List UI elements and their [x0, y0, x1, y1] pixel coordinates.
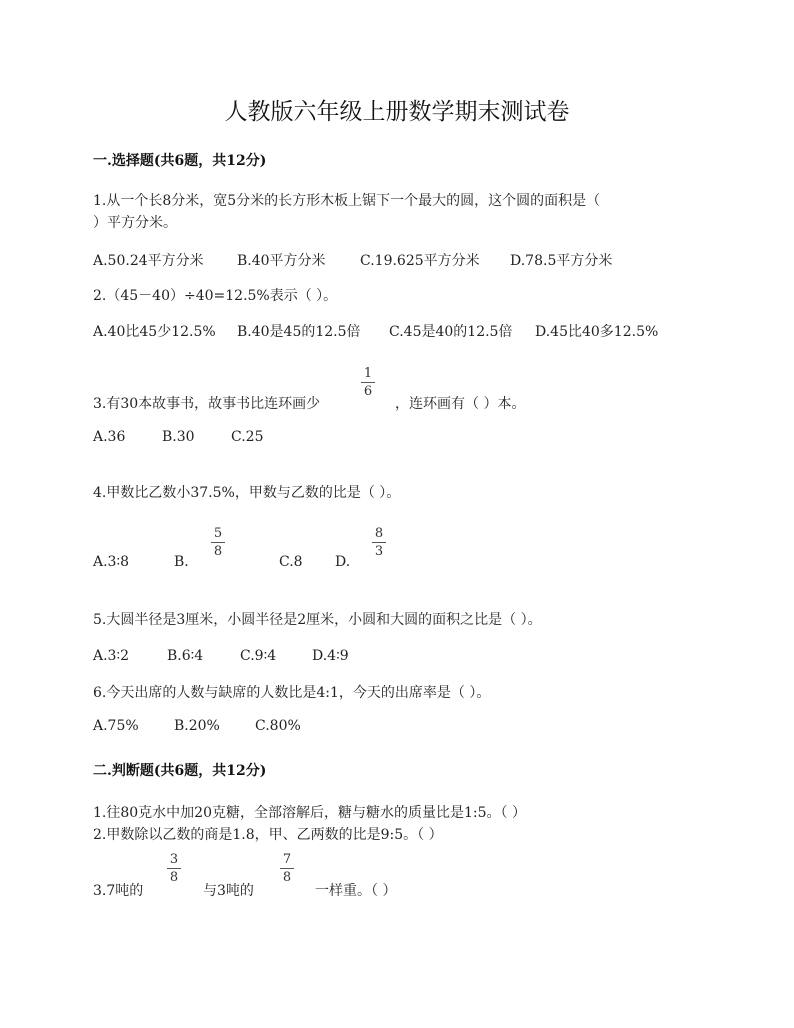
judgment-2-text: 2.甲数除以乙数的商是1.8，甲、乙两数的比是9:5。（ ）: [93, 827, 443, 843]
q3-option-c: C.25: [231, 429, 264, 445]
q3-option-a: A.36: [93, 429, 126, 445]
j3-fraction-1-denominator: 8: [169, 870, 179, 885]
question-1-text-cont: ）平方分米。: [93, 215, 177, 231]
page-title: 人教版六年级上册数学期末测试卷: [224, 99, 570, 125]
q4-fraction-b-bar: [211, 542, 225, 543]
q2-option-b: B.40是45的12.5倍: [237, 324, 361, 340]
question-5-text: 5.大圆半径是3厘米，小圆半径是2厘米，小圆和大圆的面积之比是（ ）。: [93, 612, 542, 628]
q4-option-b: B.: [174, 554, 189, 570]
question-1-text: 1.从一个长8分米，宽5分米的长方形木板上锯下一个最大的圆，这个圆的面积是（: [93, 193, 601, 209]
question-3-text-start: 3.有30本故事书，故事书比连环画少: [93, 396, 321, 412]
judgment-3-fraction-1: [166, 852, 182, 885]
question-6-text: 6.今天出席的人数与缺席的人数比是4:1，今天的出席率是（ ）。: [93, 685, 491, 701]
judgment-3-text-part3: 一样重。（ ）: [315, 883, 397, 899]
q3-option-b: B.30: [162, 429, 195, 445]
question-3-text-end: ，连环画有（ ）本。: [395, 396, 526, 412]
judgment-1-text: 1.往80克水中加20克糖，全部溶解后，糖与糖水的质量比是1:5。（ ）: [93, 805, 526, 821]
q4-option-d: D.: [335, 554, 351, 570]
question-2-text: 2.（45－40）÷40=12.5%表示（ ）。: [93, 288, 338, 304]
judgment-3-text-part2: 与3吨的: [203, 883, 254, 899]
q4-option-d-fraction: [371, 526, 387, 559]
j3-fraction-2-denominator: 8: [282, 870, 292, 885]
j3-fraction-2-numerator: 7: [282, 852, 292, 867]
q5-option-a: A.3∶2: [93, 648, 130, 664]
q4-fraction-d-denominator: 3: [374, 544, 384, 559]
judgment-3-text-part1: 3.7吨的: [93, 883, 144, 899]
q5-option-d: D.4∶9: [312, 648, 349, 664]
q2-option-c: C.45是40的12.5倍: [389, 324, 513, 340]
q4-fraction-d-numerator: 8: [374, 526, 384, 541]
section-heading-judgment: 二.判断题(共6题，共12分): [93, 763, 267, 779]
q2-option-a: A.40比45少12.5%: [93, 324, 216, 340]
j3-fraction-2-bar: [280, 868, 294, 869]
q6-option-a: A.75%: [93, 718, 139, 734]
j3-fraction-1-bar: [167, 868, 181, 869]
j3-fraction-1-numerator: 3: [169, 852, 179, 867]
q6-option-b: B.20%: [174, 718, 220, 734]
q5-option-b: B.6∶4: [167, 648, 204, 664]
q4-fraction-d-bar: [372, 542, 386, 543]
q1-option-c: C.19.625平方分米: [360, 253, 480, 269]
q1-option-a: A.50.24平方分米: [93, 253, 204, 269]
q3-fraction-numerator: 1: [363, 366, 373, 381]
q4-fraction-b-denominator: 8: [213, 544, 223, 559]
q4-option-a: A.3∶8: [93, 554, 130, 570]
q4-option-c: C.8: [279, 554, 303, 570]
q3-fraction-bar: [361, 382, 375, 383]
q3-fraction-denominator: 6: [363, 384, 373, 399]
section-heading-choice: 一.选择题(共6题，共12分): [93, 153, 267, 169]
question-4-text: 4.甲数比乙数小37.5%，甲数与乙数的比是（ ）。: [93, 485, 401, 501]
q1-option-b: B.40平方分米: [237, 253, 326, 269]
q4-fraction-b-numerator: 5: [213, 526, 223, 541]
q3-fraction: [360, 366, 376, 399]
q6-option-c: C.80%: [255, 718, 301, 734]
q1-option-d: D.78.5平方分米: [510, 253, 613, 269]
q5-option-c: C.9∶4: [240, 648, 277, 664]
q4-option-b-fraction: [210, 526, 226, 559]
judgment-3-fraction-2: [279, 852, 295, 885]
q2-option-d: D.45比40多12.5%: [535, 324, 659, 340]
